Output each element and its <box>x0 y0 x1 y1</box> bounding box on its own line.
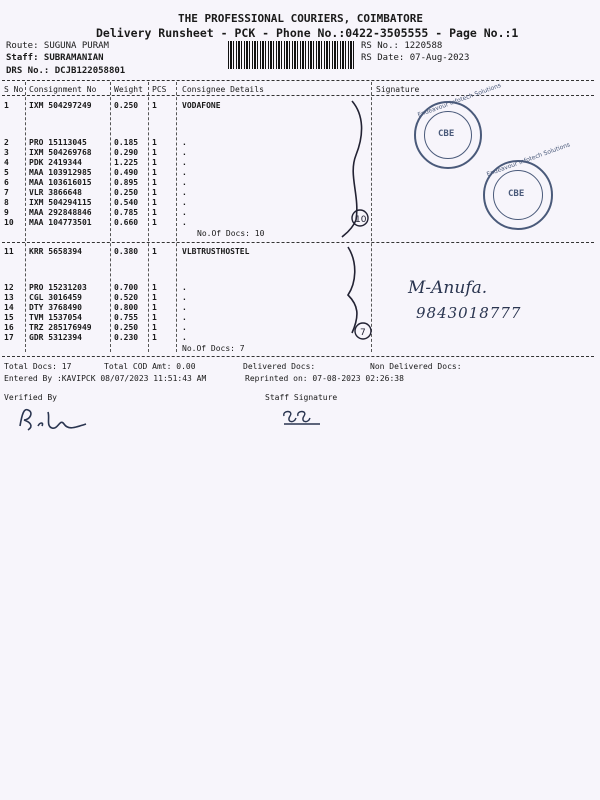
row-consignment: PDK 2419344 <box>29 158 82 167</box>
row-weight: 0.540 <box>114 198 139 207</box>
verified-by-label: Verified By <box>4 393 57 402</box>
row-sno: 2 <box>4 138 9 147</box>
total-docs: Total Docs: 17 <box>4 362 72 371</box>
rs-date: RS Date: 07-Aug-2023 <box>361 53 470 63</box>
row-details: . <box>182 198 187 207</box>
row-pcs: 1 <box>152 101 157 110</box>
row-pcs: 1 <box>152 333 157 342</box>
row-weight: 0.380 <box>114 247 139 256</box>
sheet-title: Delivery Runsheet - PCK - Phone No.:0422-3505555 - Page No.:1 <box>96 26 519 40</box>
row-details: . <box>182 313 187 322</box>
group2-doc-count: No.Of Docs: 7 <box>182 344 245 353</box>
row-details: . <box>182 138 187 147</box>
row-weight: 0.230 <box>114 333 139 342</box>
row-sno: 17 <box>4 333 14 342</box>
stamp-center: CBE <box>438 129 455 139</box>
col-sno: S No <box>4 85 24 94</box>
delivered-docs: Delivered Docs: <box>243 362 316 371</box>
count-1: 10 <box>355 215 367 225</box>
group1-doc-count: No.Of Docs: 10 <box>197 229 265 238</box>
row-details: . <box>182 283 187 292</box>
row-weight: 0.700 <box>114 283 139 292</box>
row-pcs: 1 <box>152 247 157 256</box>
staff-signature <box>280 406 330 428</box>
row-details: VODAFONE <box>182 101 221 110</box>
entered-by: Entered By :KAVIPCK 08/07/2023 11:51:43 AM <box>4 374 207 383</box>
row-weight: 0.250 <box>114 188 139 197</box>
row-details: . <box>182 333 187 342</box>
brace-2 <box>348 247 357 333</box>
row-sno: 12 <box>4 283 14 292</box>
route: Route: SUGUNA PURAM <box>6 41 109 51</box>
col-pcs: PCS <box>152 85 167 94</box>
table-top-rule <box>2 80 594 81</box>
row-details: . <box>182 323 187 332</box>
row-pcs: 1 <box>152 148 157 157</box>
row-sno: 5 <box>4 168 9 177</box>
col-details: Consignee Details <box>182 85 264 94</box>
row-consignment: DTY 3768490 <box>29 303 82 312</box>
row-details: . <box>182 148 187 157</box>
row-pcs: 1 <box>152 188 157 197</box>
row-details: . <box>182 218 187 227</box>
drs-number: DRS No.: DCJB122058801 <box>6 66 126 76</box>
row-pcs: 1 <box>152 323 157 332</box>
row-consignment: KRR 5658394 <box>29 247 82 256</box>
row-consignment: MAA 103912985 <box>29 168 92 177</box>
row-sno: 3 <box>4 148 9 157</box>
rs-number: RS No.: 1220588 <box>361 41 443 51</box>
row-pcs: 1 <box>152 138 157 147</box>
row-details: . <box>182 188 187 197</box>
verifier-signature <box>16 404 96 434</box>
row-sno: 7 <box>4 188 9 197</box>
row-weight: 0.520 <box>114 293 139 302</box>
row-details: VLBTRUSTHOSTEL <box>182 247 250 256</box>
stamp-text: Endeavour Infotech Solutions <box>485 141 572 179</box>
row-consignment: CGL 3016459 <box>29 293 82 302</box>
row-sno: 6 <box>4 178 9 187</box>
receiver-phone: 9843018777 <box>416 304 522 322</box>
row-sno: 8 <box>4 198 9 207</box>
table-header <box>0 85 600 95</box>
stamp-center: CBE <box>508 189 525 199</box>
row-sno: 16 <box>4 323 14 332</box>
total-cod: Total COD Amt: 0.00 <box>104 362 196 371</box>
row-sno: 11 <box>4 247 14 256</box>
row-weight: 0.490 <box>114 168 139 177</box>
row-consignment: PRO 15113045 <box>29 138 87 147</box>
row-pcs: 1 <box>152 168 157 177</box>
row-weight: 0.800 <box>114 303 139 312</box>
stamp-text: Endeavour Infotech Solutions <box>416 82 502 119</box>
row-pcs: 1 <box>152 158 157 167</box>
row-details: . <box>182 178 187 187</box>
reprinted-on: Reprinted on: 07-08-2023 02:26:38 <box>245 374 404 383</box>
row-consignment: GDR 5312394 <box>29 333 82 342</box>
row-pcs: 1 <box>152 198 157 207</box>
row-consignment: IXM 504269768 <box>29 148 92 157</box>
row-consignment: MAA 292848846 <box>29 208 92 217</box>
table-bottom-rule <box>2 356 594 357</box>
col-consignment: Consignment No <box>29 85 97 94</box>
row-details: . <box>182 168 187 177</box>
row-pcs: 1 <box>152 178 157 187</box>
row-details: . <box>182 158 187 167</box>
col-weight: Weight <box>114 85 143 94</box>
row-pcs: 1 <box>152 283 157 292</box>
company-name: THE PROFESSIONAL COURIERS, COIMBATORE <box>178 12 424 25</box>
row-sno: 1 <box>4 101 9 110</box>
row-weight: 0.250 <box>114 101 139 110</box>
row-sno: 13 <box>4 293 14 302</box>
col-signature: Signature <box>376 85 420 94</box>
row-sno: 10 <box>4 218 14 227</box>
row-sno: 14 <box>4 303 14 312</box>
row-details: . <box>182 303 187 312</box>
row-weight: 0.185 <box>114 138 139 147</box>
row-weight: 0.250 <box>114 323 139 332</box>
row-pcs: 1 <box>152 293 157 302</box>
row-weight: 1.225 <box>114 158 139 167</box>
row-consignment: TVM 1537054 <box>29 313 82 322</box>
row-details: . <box>182 208 187 217</box>
non-delivered-docs: Non Delivered Docs: <box>370 362 462 371</box>
row-weight: 0.785 <box>114 208 139 217</box>
row-pcs: 1 <box>152 218 157 227</box>
receiver-name: M-Anufa. <box>408 278 488 298</box>
row-weight: 0.895 <box>114 178 139 187</box>
row-weight: 0.290 <box>114 148 139 157</box>
row-consignment: IXM 504294115 <box>29 198 92 207</box>
row-consignment: TRZ 285176949 <box>29 323 92 332</box>
row-consignment: MAA 103616015 <box>29 178 92 187</box>
row-pcs: 1 <box>152 303 157 312</box>
row-sno: 15 <box>4 313 14 322</box>
count-2: 7 <box>360 328 366 338</box>
row-weight: 0.755 <box>114 313 139 322</box>
staff-signature-label: Staff Signature <box>265 393 338 402</box>
staff: Staff: SUBRAMANIAN <box>6 53 104 63</box>
row-consignment: IXM 504297249 <box>29 101 92 110</box>
barcode <box>228 41 356 69</box>
row-consignment: PRO 15231203 <box>29 283 87 292</box>
company-stamp <box>414 82 502 169</box>
row-sno: 4 <box>4 158 9 167</box>
row-sno: 9 <box>4 208 9 217</box>
row-pcs: 1 <box>152 208 157 217</box>
row-weight: 0.660 <box>114 218 139 227</box>
row-consignment: VLR 3866648 <box>29 188 82 197</box>
company-stamp <box>483 141 572 230</box>
row-pcs: 1 <box>152 313 157 322</box>
row-details: . <box>182 293 187 302</box>
row-consignment: MAA 104773501 <box>29 218 92 227</box>
